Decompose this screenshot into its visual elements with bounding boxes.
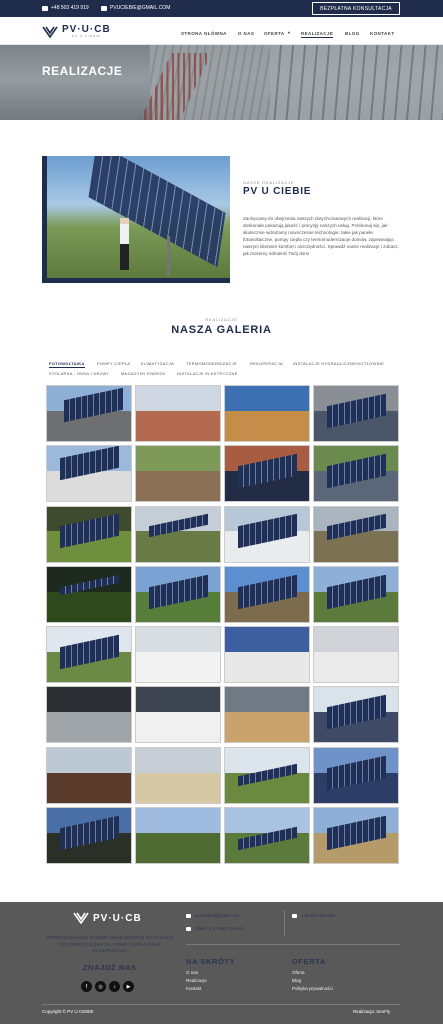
offer-heading: OFERTA — [292, 957, 326, 966]
phone-contact[interactable] — [42, 5, 89, 11]
intro-person — [120, 218, 129, 270]
facebook-icon[interactable]: f — [81, 981, 92, 992]
hero-overlay — [0, 45, 443, 120]
copyright: Copyright © PV U CIEBIE — [42, 1009, 94, 1014]
page-title: REALIZACJE — [42, 64, 123, 78]
footer-link-privacy[interactable]: Polityka prywatności — [292, 986, 333, 991]
footer-logo[interactable] — [73, 912, 142, 924]
gallery-photo[interactable] — [313, 626, 399, 683]
gallery-photo[interactable] — [135, 626, 221, 683]
footer-link-realizations[interactable]: Realizacje — [186, 978, 207, 983]
nav-item-blog[interactable]: BLOG — [345, 31, 360, 36]
footer-address — [186, 926, 244, 931]
gallery-title: NASZA GALERIA — [171, 324, 272, 336]
gallery-photo[interactable] — [224, 566, 310, 623]
main-navigation — [0, 17, 443, 45]
gallery-photo[interactable] — [313, 385, 399, 442]
intro-pretitle: NASZE REALIZACJE — [243, 180, 295, 185]
free-consultation-button[interactable]: BEZPŁATNA KONSULTACJA — [312, 2, 400, 15]
tiktok-icon[interactable]: ♪ — [109, 981, 120, 992]
phone-text: +48 503 419 919 — [51, 5, 89, 11]
intro-photo — [42, 156, 230, 283]
shortcuts-heading: NA SKRÓTY — [186, 957, 236, 966]
filter-electrical[interactable]: INSTALACJE ELEKTRYCZNE — [177, 371, 238, 376]
intro-text: Zachęcamy do obejrzenia naszych dotychczasowych realizacji, które doskonale pokazują jakość i precyzję naszych usług. Przekonaj się, jak skutecznie wdrażamy nowoczesne technologie, takie jak panele fotowoltaiczne, pompy ciepła czy termomodernizacje domów, zapewniając naszym klientom komfort i oszczędności. Sprawdź nasze realizacje i zobacz, jak możemy odmienić Twój dom! — [243, 216, 399, 256]
brand-tagline: PV U CIEBIE — [72, 34, 101, 38]
gallery-photo[interactable] — [224, 747, 310, 804]
footer-address-text: Filipki 1, 87-850 Choceń — [195, 926, 244, 931]
gallery-photo[interactable] — [46, 566, 132, 623]
credit-link[interactable]: Realizacja: SeoFly — [353, 1009, 391, 1014]
filter-thermo-modernization[interactable]: TERMOMODERNIZACJE — [186, 361, 238, 366]
gallery-grid — [46, 385, 398, 865]
logo[interactable] — [42, 25, 111, 38]
phone-icon — [42, 6, 48, 11]
footer-brand-name: PV·U·CB — [93, 912, 142, 924]
nav-item-offer[interactable]: OFERTA — [264, 31, 285, 36]
footer-link-contact[interactable]: Kontakt — [186, 986, 202, 991]
gallery-photo[interactable] — [135, 747, 221, 804]
gallery-photo[interactable] — [224, 385, 310, 442]
nav-item-about[interactable]: O NAS — [238, 31, 255, 36]
filter-air-conditioning[interactable]: KLIMATYZACJA — [141, 361, 175, 366]
filter-heat-pumps[interactable]: POMPY CIEPŁA — [97, 361, 131, 366]
gallery-pretitle: REALIZACJE — [205, 317, 238, 322]
footer-link-about[interactable]: O nas — [186, 970, 199, 975]
gallery-photo[interactable] — [46, 747, 132, 804]
brand-name: PV·U·CB — [62, 24, 111, 35]
nav-item-home[interactable]: STRONA GŁÓWNA — [181, 31, 227, 36]
footer-divider — [42, 1004, 400, 1005]
building-icon — [186, 927, 191, 931]
footer-link-blog[interactable]: Blog — [292, 978, 302, 983]
gallery-photo[interactable] — [224, 807, 310, 864]
gallery-photo[interactable] — [313, 686, 399, 743]
gallery-photo[interactable] — [224, 506, 310, 563]
footer-email[interactable] — [186, 913, 239, 918]
gallery-photo[interactable] — [224, 445, 310, 502]
find-us-heading: ZNAJDŹ NAS — [83, 963, 137, 972]
filter-windows-doors[interactable]: STOLARKA - OKNA I DRZWI — [49, 371, 109, 376]
footer-phone-text: +48 503 419 919 — [301, 913, 335, 918]
email-text: PVUCIEBIE@GMAIL.COM — [110, 5, 171, 11]
gallery-photo[interactable] — [313, 747, 399, 804]
gallery-photo[interactable] — [46, 626, 132, 683]
footer-phone[interactable] — [292, 913, 335, 918]
gallery-photo[interactable] — [135, 686, 221, 743]
mail-icon — [186, 914, 191, 918]
intro-mount-leg — [167, 236, 170, 276]
filter-hydraulic[interactable]: INSTALACJE HYDRAULICZNE/KOTŁOWNIE — [293, 361, 385, 366]
gallery-photo[interactable] — [135, 385, 221, 442]
filter-energy-storage[interactable]: MAGAZYNY ENERGII — [121, 371, 166, 376]
footer-description: PROFESJONALNY DOBÓR ORAZ MONTAŻ INSTALACJI FOTOWOLTAICZNYCH, POMP CIEPŁA ORAZ KLIMATYZACJI — [46, 935, 174, 953]
gallery-photo[interactable] — [313, 807, 399, 864]
logo-mark-icon — [42, 26, 58, 38]
gallery-photo[interactable] — [46, 686, 132, 743]
intro-solar-panels — [89, 156, 226, 267]
gallery-photo[interactable] — [135, 445, 221, 502]
phone-icon — [292, 914, 297, 918]
gallery-photo[interactable] — [46, 385, 132, 442]
gallery-photo[interactable] — [313, 566, 399, 623]
gallery-photo[interactable] — [224, 626, 310, 683]
logo-mark-icon — [73, 912, 89, 924]
filter-photovoltaics[interactable]: FOTOWOLTAIKA — [49, 361, 85, 366]
gallery-photo[interactable] — [313, 506, 399, 563]
footer-divider — [284, 910, 285, 936]
gallery-photo[interactable] — [46, 506, 132, 563]
instagram-icon[interactable]: ◎ — [95, 981, 106, 992]
footer-link-offer[interactable]: Oferta — [292, 970, 305, 975]
gallery-photo[interactable] — [135, 506, 221, 563]
top-bar — [0, 0, 443, 17]
filter-recuperation[interactable]: REKUPERACJA — [250, 361, 283, 366]
footer-divider — [186, 944, 400, 945]
chevron-down-icon[interactable]: ▾ — [288, 30, 291, 35]
youtube-icon[interactable]: ▶ — [123, 981, 134, 992]
intro-title: PV U CIEBIE — [243, 186, 312, 197]
nav-item-realizations[interactable]: REALIZACJE — [301, 31, 334, 36]
hero-banner — [0, 45, 443, 120]
gallery-photo[interactable] — [46, 445, 132, 502]
gallery-photo[interactable] — [135, 807, 221, 864]
footer-email-text: pvuciebie@gmail.com — [195, 913, 240, 918]
gallery-photo[interactable] — [313, 445, 399, 502]
nav-item-contact[interactable]: KONTAKT — [370, 31, 395, 36]
email-contact[interactable] — [101, 5, 170, 11]
gallery-photo[interactable] — [46, 807, 132, 864]
mail-icon — [101, 6, 107, 11]
gallery-photo[interactable] — [224, 686, 310, 743]
gallery-photo[interactable] — [135, 566, 221, 623]
